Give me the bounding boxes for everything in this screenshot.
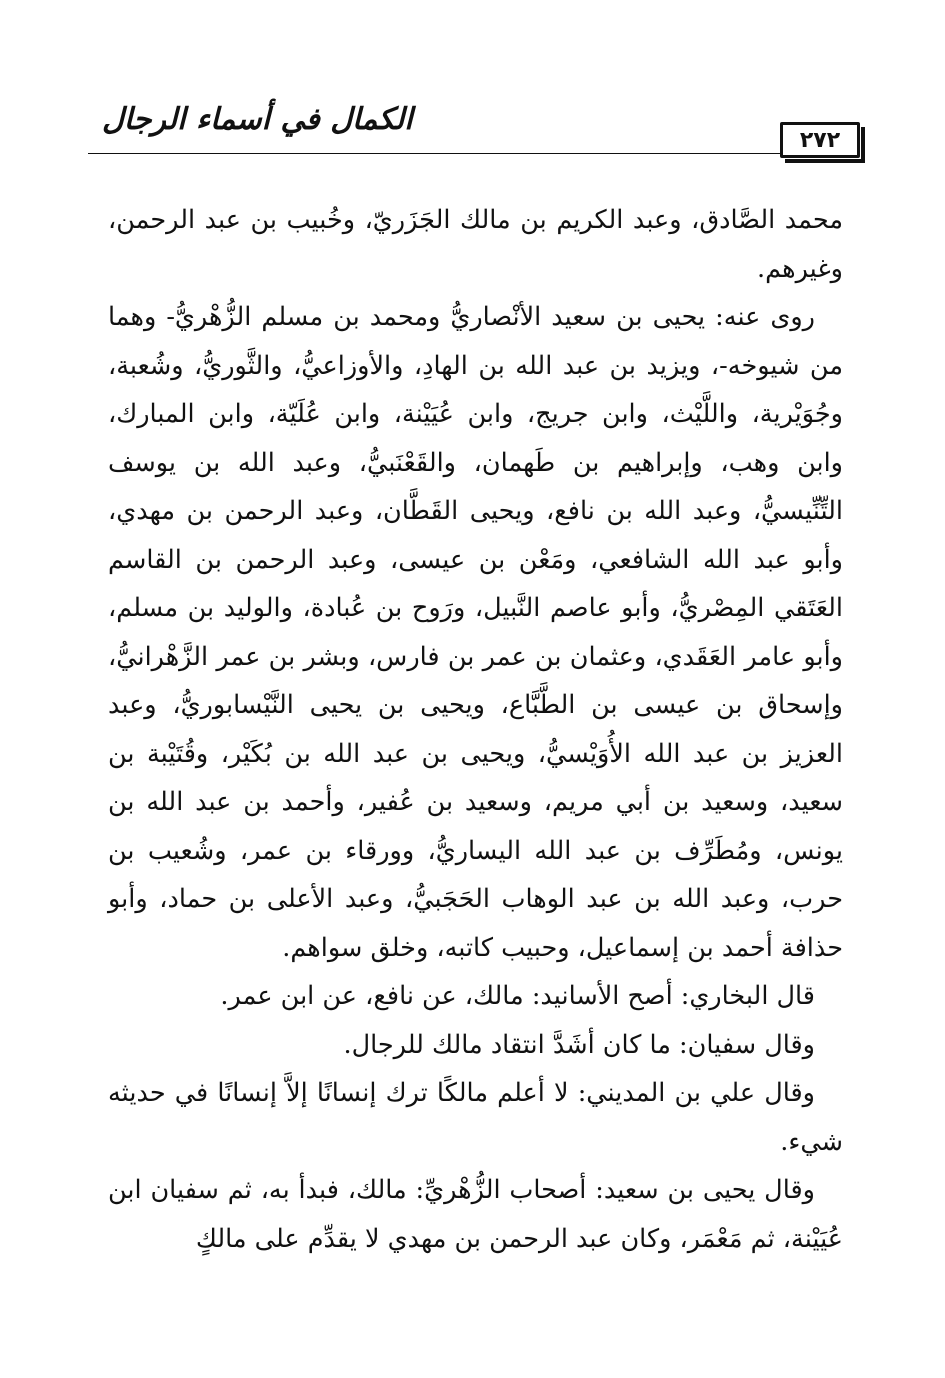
paragraph-yahya-quote: وقال يحيى بن سعيد: أصحاب الزُّهْريِّ: مالك، فبدأ به، ثم سفيان ابن عُيَيْنة، ثم مَعْمَر، وكان عبد الرحمن بن مهدي لا يقدِّم على مالكٍ bbox=[108, 1175, 843, 1254]
header-rule bbox=[88, 153, 780, 154]
paragraph-teachers: محمد الصَّادق، وعبد الكريم بن مالك الجَزَريّ، وخُبيب بن عبد الرحمن، وغيرهم. bbox=[108, 205, 843, 284]
body-text bbox=[108, 196, 843, 1263]
paragraph-bukhari-quote: قال البخاري: أصح الأسانيد: مالك، عن نافع، عن ابن عمر. bbox=[220, 981, 815, 1011]
book-title: الكمال في أسماء الرجال bbox=[102, 102, 413, 137]
paragraph-narrators: روى عنه: يحيى بن سعيد الأنْصاريُّ ومحمد بن مسلم الزُّهْريُّ- وهما من شيوخه-، ويزيد بن عبد الله بن الهادِ، والأوزاعيُّ، والثَّوريُّ، وشُعبة، وجُوَيْرية، واللَّيْث، وابن جريج، وابن عُيَيْنة، وابن عُلَيّة، وابن المبارك، وابن وهب، وإبراهيم بن طَهمان، والقَعْنَبيُّ، وعبد الله بن يوسف التِّنِّيسيُّ، وعبد الله بن نافع، ويحيى القَطَّان، وعبد الرحمن بن مهدي، وأبو عبد الله الشافعي، ومَعْن بن عيسى، وعبد الرحمن بن القاسم العَتَقي المِصْريُّ، وأبو عاصم النَّبيل، ورَوح بن عُبادة، والوليد بن مسلم، وأبو عامر العَقَدي، وعثمان بن عمر بن فارس، وبشر بن عمر الزَّهْرانيُّ، وإسحاق بن عيسى بن الطَّبَّاع، ويحيى بن يحيى النَّيْسابوريُّ، وعبد العزيز بن عبد الله الأُوَيْسيُّ، ويحيى بن عبد الله بن بُكَيْر، وقُتَيْبة بن سعيد، وسعيد بن أبي مريم، وسعيد بن عُفير، وأحمد بن عبد الله بن يونس، ومُطَرِّف بن عبد الله اليساريُّ، وورقاء بن عمر، وشُعيب بن حرب، وعبد الله بن عبد الوهاب الحَجَبيُّ، وعبد الأعلى بن حماد، وأبو حذافة أحمد بن إسماعيل، وحبيب كاتبه، وخلق سواهم. bbox=[108, 302, 843, 963]
paragraph-ali-quote: وقال علي بن المديني: لا أعلم مالكًا ترك إنسانًا إلاَّ إنسانًا في حديثه شيء. bbox=[108, 1078, 843, 1157]
page-number: ٢٧٢ bbox=[780, 122, 860, 158]
paragraph-sufyan-quote: وقال سفيان: ما كان أشَدَّ انتقاد مالك للرجال. bbox=[343, 1029, 815, 1060]
page-header bbox=[88, 100, 860, 166]
